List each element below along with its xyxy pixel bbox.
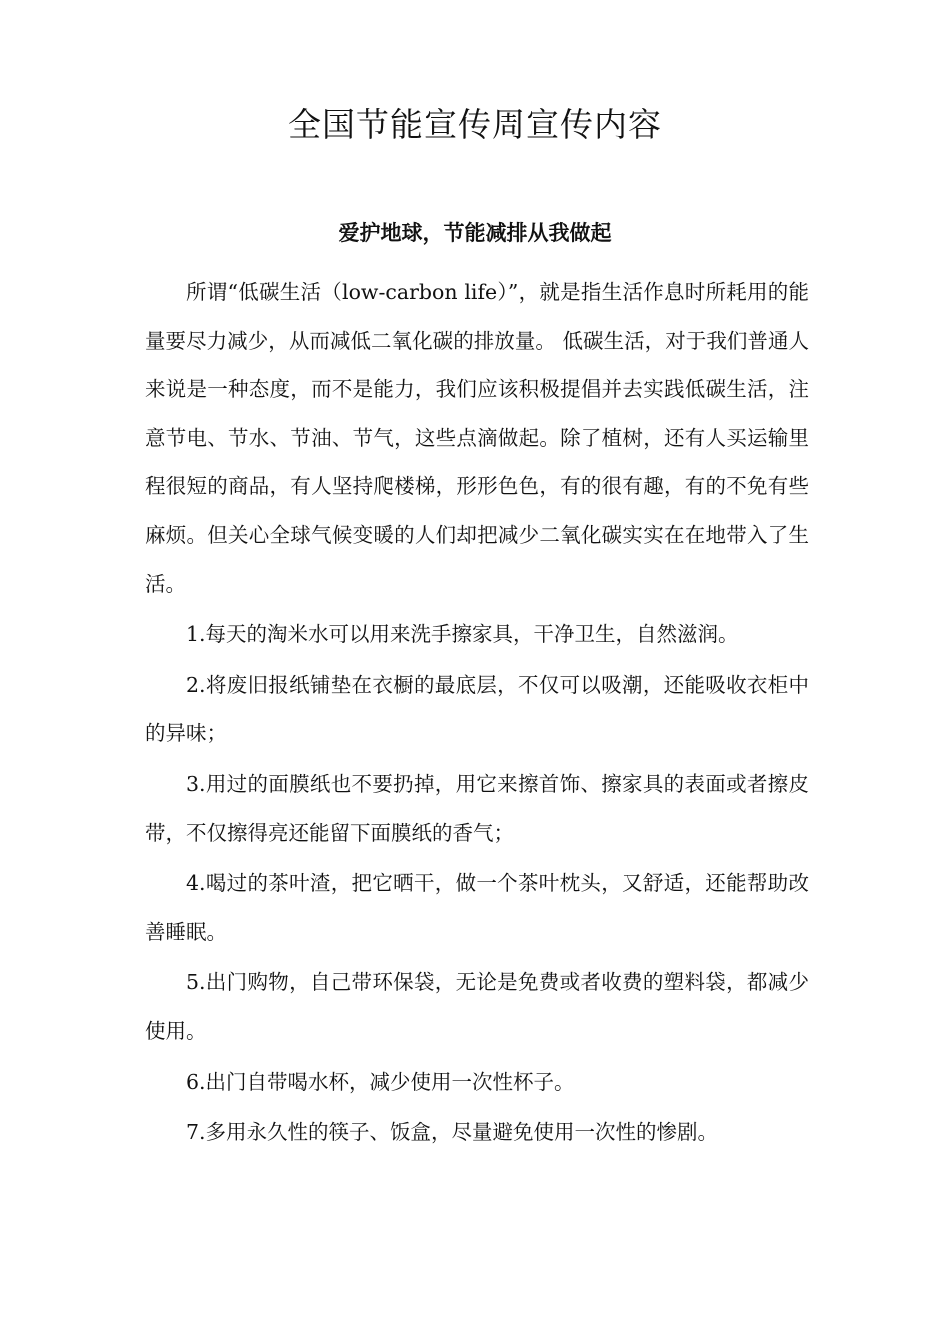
document-title: 全国节能宣传周宣传内容 xyxy=(288,105,662,144)
list-item: 5.出门购物，自己带环保袋，无论是免费或者收费的塑料袋，都减少使用。 xyxy=(145,970,809,1043)
document-subtitle: 爱护地球，节能减排从我做起 xyxy=(338,221,612,245)
list-item: 3.用过的面膜纸也不要扔掉，用它来擦首饰、擦家具的表面或者擦皮带，不仅擦得亮还能留下面膜纸的香气； xyxy=(145,771,809,845)
list-item: 4.喝过的茶叶渣，把它晒干，做一个茶叶枕头，又舒适，还能帮助改善睡眠。 xyxy=(145,871,809,944)
list-item: 2.将废旧报纸铺垫在衣橱的最底层，不仅可以吸潮，还能吸收衣柜中的异味； xyxy=(145,672,809,746)
list-item: 6.出门自带喝水杯，减少使用一次性杯子。 xyxy=(186,1069,575,1094)
document-body xyxy=(145,268,809,1159)
list-item: 7.多用永久性的筷子、饭盒，尽量避免使用一次性的惨剧。 xyxy=(186,1120,719,1145)
list-item: 1.每天的淘米水可以用来洗手擦家具，干净卫生，自然滋润。 xyxy=(186,622,739,647)
intro-paragraph: 所谓“低碳生活（low-carbon life）”，就是指生活作息时所耗用的能量要尽力减少，从而减低二氧化碳的排放量。 低碳生活，对于我们普通人来说是一种态度，而不是能力，我们应该积极提倡并去实践低碳生活，注意节电、节水、节油、节气，这些点滴做起。除了植树，还有人买运输里程很短的商品，有人坚持爬楼梯，形形色色，有的很有趣，有的不免有些麻烦。但关心全球气候变暖的人们却把减少二氧化碳实实在在地带入了生活。 xyxy=(145,280,809,596)
